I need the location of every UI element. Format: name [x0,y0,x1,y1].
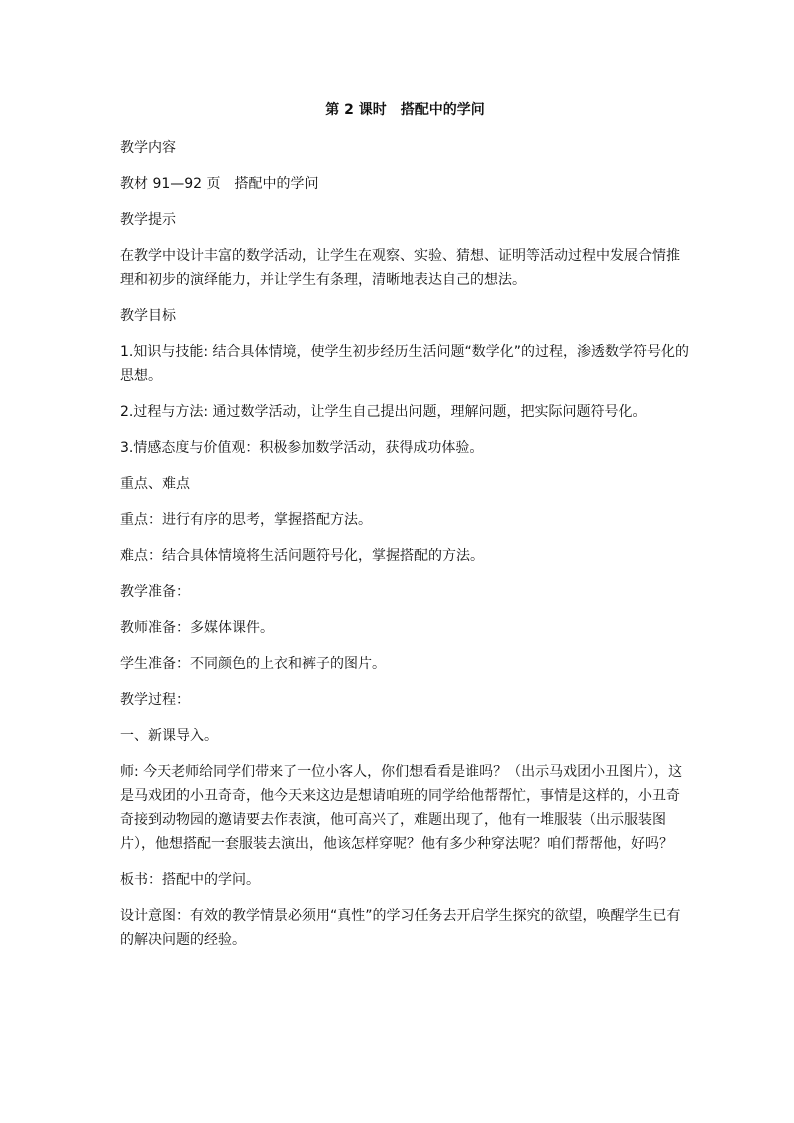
teaching-tips-text: 在教学中设计丰富的数学活动，让学生在观察、实验、猜想、证明等活动过程中发展合情推理和初步的演绎能力，并让学生有条理，清晰地表达自己的想法。 [120,248,680,288]
key-point-text: 重点：进行有序的思考，掌握搭配方法。 [120,512,372,528]
document-body [120,98,690,964]
difficult-point-text: 难点：结合具体情境将生活问题符号化，掌握搭配的方法。 [120,548,484,564]
heading-teaching-goals: 教学目标 [120,308,176,324]
blackboard-text: 板书：搭配中的学问。 [120,872,260,888]
goal-process-methods: 2.过程与方法: 通过数学活动，让学生自己提出问题，理解问题，把实际问题符号化。 [120,404,647,420]
heading-teaching-process: 教学过程： [120,692,190,708]
teacher-dialogue-text: 师: 今天老师给同学们带来了一位小客人，你们想看看是谁吗？（出示马戏团小丑图片），这是马戏团的小丑奇奇，他今天来这边是想请咱班的同学给他帮帮忙，事情是这样的，小丑奇奇接到动物园的邀请要去作表演，他可高兴了，难题出现了，他有一堆服装（出示服装图片），他想搭配一套服装去演出，他该怎样穿呢？他有多少种穿法呢？咱们帮帮他，好吗？ [120,764,683,852]
heading-teaching-tips: 教学提示 [120,212,176,228]
section-new-lesson-intro: 一、新课导入。 [120,728,218,744]
goal-knowledge-skills: 1.知识与技能: 结合具体情境，使学生初步经历生活问题“数学化”的过程，渗透数学符号化的思想。 [120,344,690,384]
lesson-title: 第 2 课时 搭配中的学问 [325,102,485,118]
textbook-pages: 教材 91—92 页 搭配中的学问 [120,176,319,192]
teacher-preparation-text: 教师准备：多媒体课件。 [120,620,274,636]
design-intent-text: 设计意图：有效的教学情景必须用“真性”的学习任务去开启学生探究的欲望，唤醒学生已有的解决问题的经验。 [120,908,681,948]
heading-teaching-content: 教学内容 [120,140,176,156]
heading-teaching-preparation: 教学准备： [120,584,190,600]
goal-attitude-values: 3.情感态度与价值观：积极参加数学活动，获得成功体验。 [120,440,484,456]
student-preparation-text: 学生准备：不同颜色的上衣和裤子的图片。 [120,656,386,672]
heading-key-difficult-points: 重点、难点 [120,476,190,492]
